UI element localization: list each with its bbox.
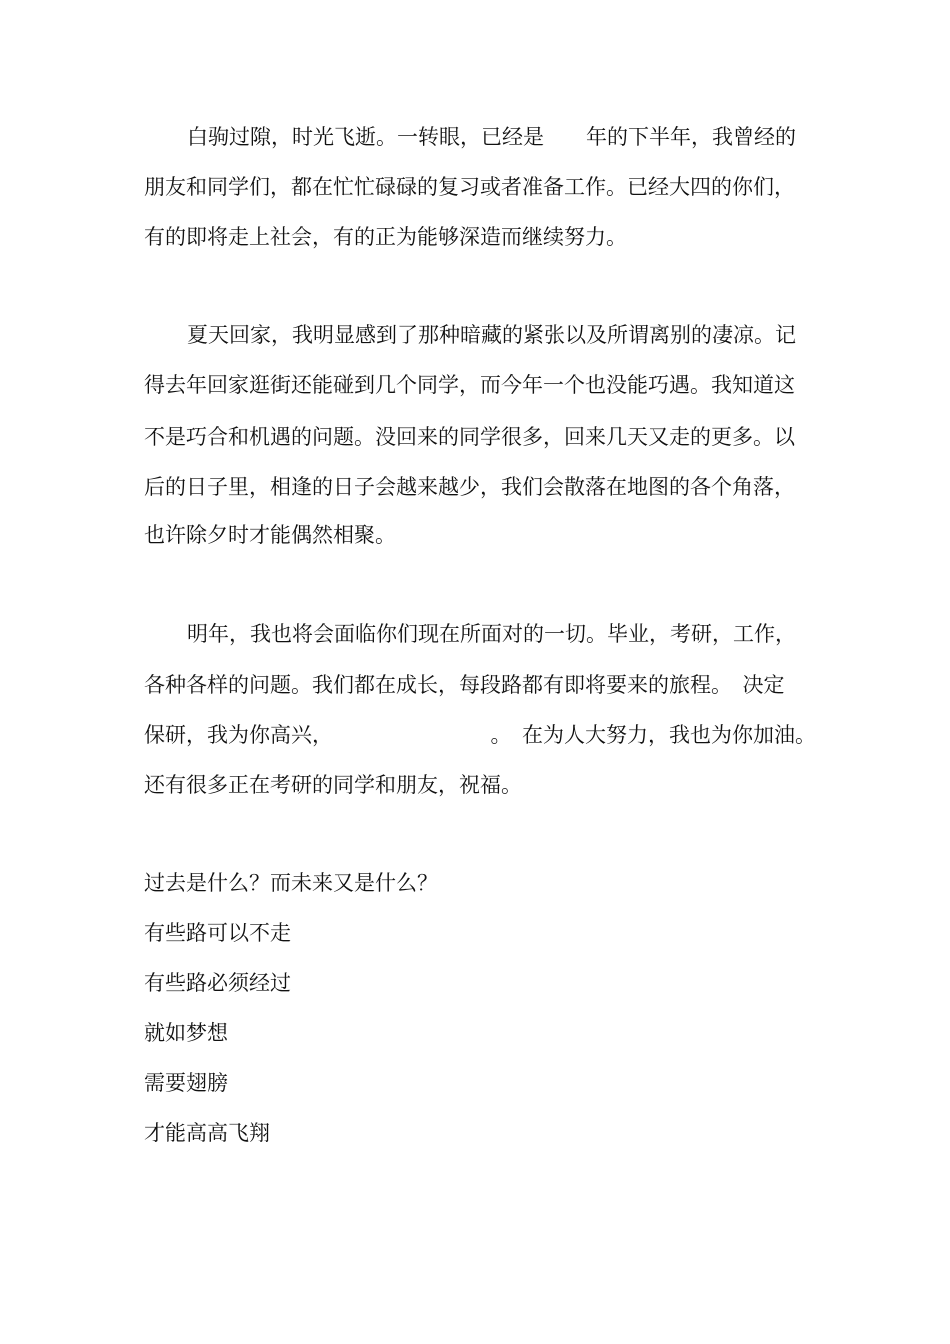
paragraph-3-line-4: 还有很多正在考研的同学和朋友，祝福。	[144, 773, 522, 797]
poem-line-5: 需要翅膀	[144, 1071, 228, 1095]
paragraph-2-line-4: 后的日子里，相逢的日子会越来越少，我们会散落在地图的各个角落，	[144, 475, 795, 499]
poem-line-4: 就如梦想	[144, 1021, 228, 1045]
paragraph-2-line-1: 夏天回家，我明显感到了那种暗藏的紧张以及所谓离别的凄凉。记	[187, 323, 796, 347]
paragraph-2-line-2: 得去年回家逛街还能碰到几个同学，而今年一个也没能巧遇。我知道这	[144, 373, 795, 397]
poem-line-1: 过去是什么？而未来又是什么？	[144, 871, 438, 895]
poem-line-2: 有些路可以不走	[144, 921, 291, 945]
paragraph-3-line-1: 明年，我也将会面临你们现在所面对的一切。毕业，考研，工作，	[187, 622, 796, 646]
paragraph-1-line-1: 白驹过隙，时光飞逝。一转眼，已经是 年的下半年，我曾经的	[187, 125, 796, 149]
paragraph-1-line-2: 朋友和同学们，都在忙忙碌碌的复习或者准备工作。已经大四的你们，	[144, 175, 795, 199]
poem-line-6: 才能高高飞翔	[144, 1121, 270, 1145]
paragraph-3-line-2: 各种各样的问题。我们都在成长，每段路都有即将要来的旅程。 决定	[144, 673, 785, 697]
paragraph-2-line-3: 不是巧合和机遇的问题。没回来的同学很多，回来几天又走的更多。以	[144, 425, 795, 449]
paragraph-2-line-5: 也许除夕时才能偶然相聚。	[144, 523, 396, 547]
paragraph-3-line-3: 保研，我为你高兴， 。 在为人大努力，我也为你加油。	[144, 723, 816, 747]
poem-line-3: 有些路必须经过	[144, 971, 291, 995]
paragraph-1-line-3: 有的即将走上社会，有的正为能够深造而继续努力。	[144, 225, 627, 249]
